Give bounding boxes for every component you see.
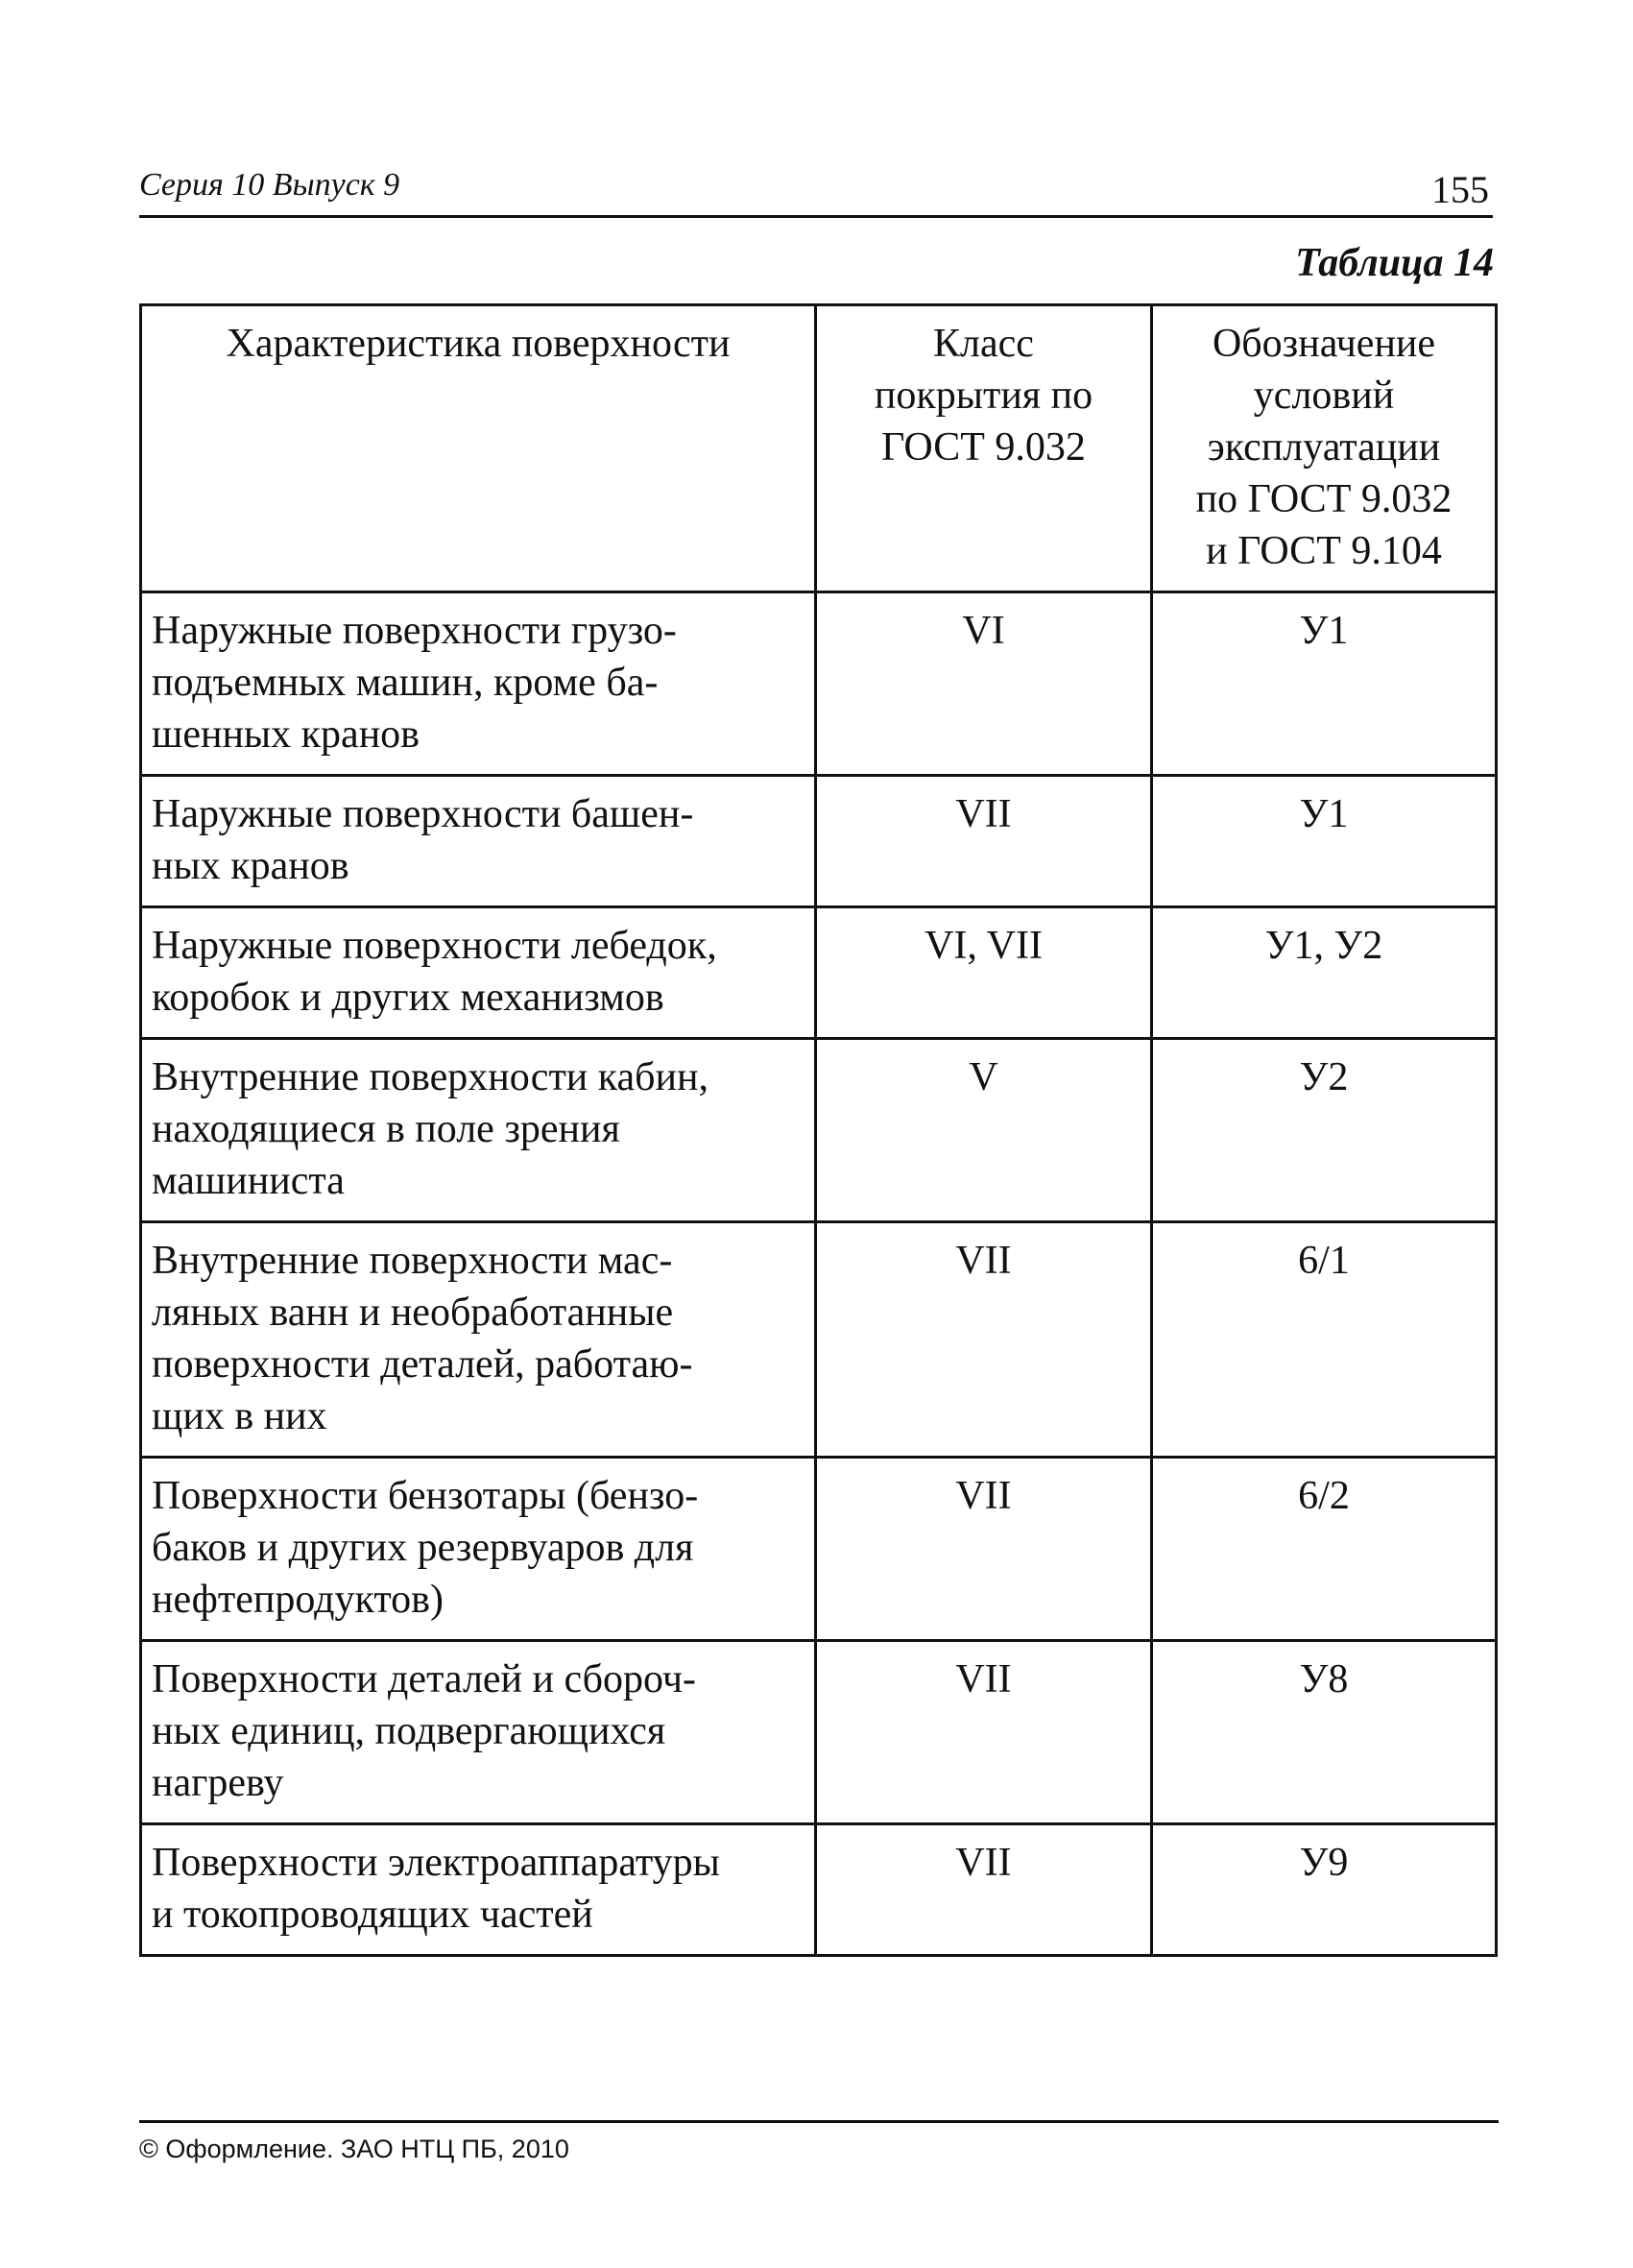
conditions-cell: У8 xyxy=(1152,1641,1497,1824)
surface-cell: Поверхности деталей и сбороч- ных единиц, подвергающихся нагреву xyxy=(141,1641,816,1824)
conditions-cell: У2 xyxy=(1152,1039,1497,1222)
coating-table xyxy=(139,303,1498,1957)
coating-class-cell: V xyxy=(816,1039,1152,1222)
table-row xyxy=(141,1458,1497,1641)
surface-cell: Наружные поверхности лебедок, коробок и других механизмов xyxy=(141,907,816,1039)
surface-cell: Внутренние поверхности мас- ляных ванн и необработанные поверхности деталей, работаю- щих в них xyxy=(141,1222,816,1458)
conditions-cell: У9 xyxy=(1152,1824,1497,1956)
surface-cell: Наружные поверхности грузо- подъемных машин, кроме ба- шенных кранов xyxy=(141,592,816,776)
table-row xyxy=(141,776,1497,907)
conditions-cell: У1 xyxy=(1152,776,1497,907)
column-header-surface xyxy=(141,305,816,592)
surface-cell: Поверхности бензотары (бензо- баков и других резервуаров для нефтепродуктов) xyxy=(141,1458,816,1641)
coating-class-cell: VII xyxy=(816,776,1152,907)
table-row xyxy=(141,1039,1497,1222)
conditions-cell: У1, У2 xyxy=(1152,907,1497,1039)
series-label: Серия 10 Выпуск 9 xyxy=(139,167,400,203)
coating-class-cell: VI xyxy=(816,592,1152,776)
table-body xyxy=(141,592,1497,1956)
conditions-cell: 6/2 xyxy=(1152,1458,1497,1641)
table-header-row xyxy=(141,305,1497,592)
coating-class-cell: VII xyxy=(816,1641,1152,1824)
table-row xyxy=(141,1824,1497,1956)
page-footer xyxy=(139,2120,1499,2163)
column-header-class xyxy=(816,305,1152,592)
copyright-notice: © Оформление. ЗАО НТЦ ПБ, 2010 xyxy=(139,2135,569,2163)
table-row xyxy=(141,592,1497,776)
page-number: 155 xyxy=(1431,168,1489,211)
table-row xyxy=(141,1641,1497,1824)
conditions-cell: У1 xyxy=(1152,592,1497,776)
surface-cell: Наружные поверхности башен- ных кранов xyxy=(141,776,816,907)
column-header-class-label: Класс покрытия по ГОСТ 9.032 xyxy=(874,322,1093,470)
surface-cell: Поверхности электроаппаратуры и токопроводящих частей xyxy=(141,1824,816,1956)
table-row xyxy=(141,907,1497,1039)
column-header-surface-label: Характеристика поверхности xyxy=(226,322,731,366)
coating-class-cell: VII xyxy=(816,1458,1152,1641)
table-caption: Таблица 14 xyxy=(1295,241,1494,285)
coating-class-cell: VII xyxy=(816,1222,1152,1458)
column-header-conditions xyxy=(1152,305,1497,592)
conditions-cell: 6/1 xyxy=(1152,1222,1497,1458)
column-header-conditions-label: Обозначение условий эксплуатации по ГОСТ 9.032 и ГОСТ 9.104 xyxy=(1195,322,1453,573)
surface-cell: Внутренние поверхности кабин, находящиеся в поле зрения машиниста xyxy=(141,1039,816,1222)
coating-class-cell: VI, VII xyxy=(816,907,1152,1039)
coating-class-cell: VII xyxy=(816,1824,1152,1956)
table-row xyxy=(141,1222,1497,1458)
running-head xyxy=(139,161,1493,218)
